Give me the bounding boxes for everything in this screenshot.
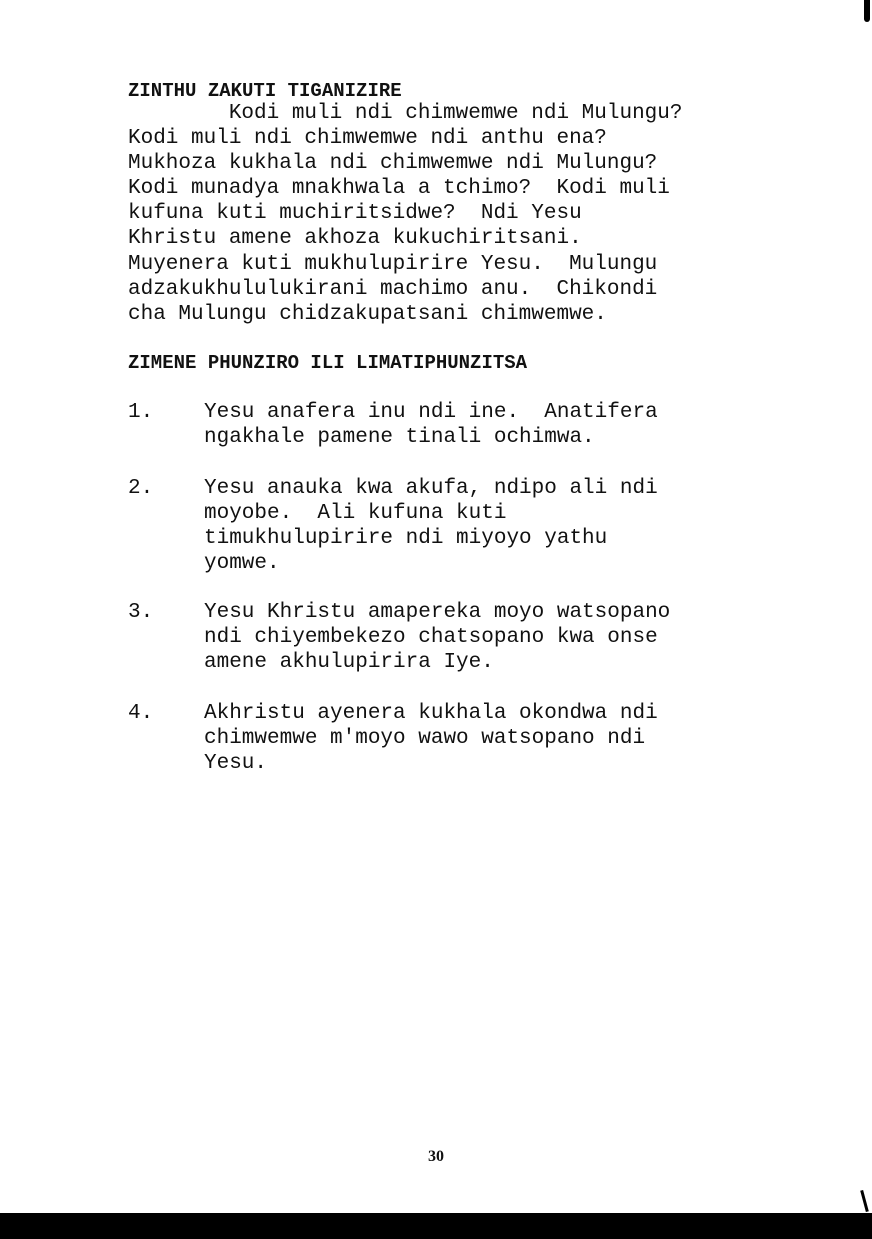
- list-item-text: Akhristu ayenera kukhala okondwa ndi chimwemwe m'moyo wawo watsopano ndi Yesu.: [204, 702, 658, 776]
- list-item-number: 1.: [128, 401, 154, 424]
- list-item-number: 3.: [128, 601, 154, 624]
- page-number: 30: [428, 1148, 444, 1165]
- list-item-text: Yesu anafera inu ndi ine. Anatifera ngakhale pamene tinali ochimwa.: [204, 401, 658, 450]
- section-heading-lessons: ZIMENE PHUNZIRO ILI LIMATIPHUNZITSA: [128, 352, 528, 374]
- list-item: [128, 600, 788, 675]
- scan-corner-mark: [864, 0, 870, 22]
- list-item-number: 2.: [128, 477, 154, 500]
- list-item-text: Yesu Khristu amapereka moyo watsopano ndi chiyembekezo chatsopano kwa onse amene akhulupirira Iye.: [204, 601, 671, 675]
- list-item: [128, 476, 788, 576]
- list-item: [128, 701, 788, 776]
- list-item-number: 4.: [128, 702, 154, 725]
- list-item: [128, 400, 788, 450]
- list-item-text: Yesu anauka kwa akufa, ndipo ali ndi moyobe. Ali kufuna kuti timukhulupirire ndi miyoyo yathu yomwe.: [204, 477, 658, 576]
- reflection-paragraph: Kodi muli ndi chimwemwe ndi Mulungu? Kodi muli ndi chimwemwe ndi anthu ena? Mukhoza kukhala ndi chimwemwe ndi Mulungu? Kodi munadya mnakhwala a tchimo? Kodi muli kufuna kuti muchiritsidwe? Ndi Yesu Khristu amene akhoza kukuchiritsani. Muyenera kuti mukhulupirire Yesu. Mulungu adzakukhululukirani machimo anu. Chikondi cha Mulungu chidzakupatsani chimwemwe.: [128, 102, 683, 326]
- scan-bottom-edge: [0, 1213, 872, 1239]
- scan-corner-mark-bottom: [860, 1190, 869, 1212]
- section-heading-reflection: ZINTHU ZAKUTI TIGANIZIRE: [128, 80, 402, 102]
